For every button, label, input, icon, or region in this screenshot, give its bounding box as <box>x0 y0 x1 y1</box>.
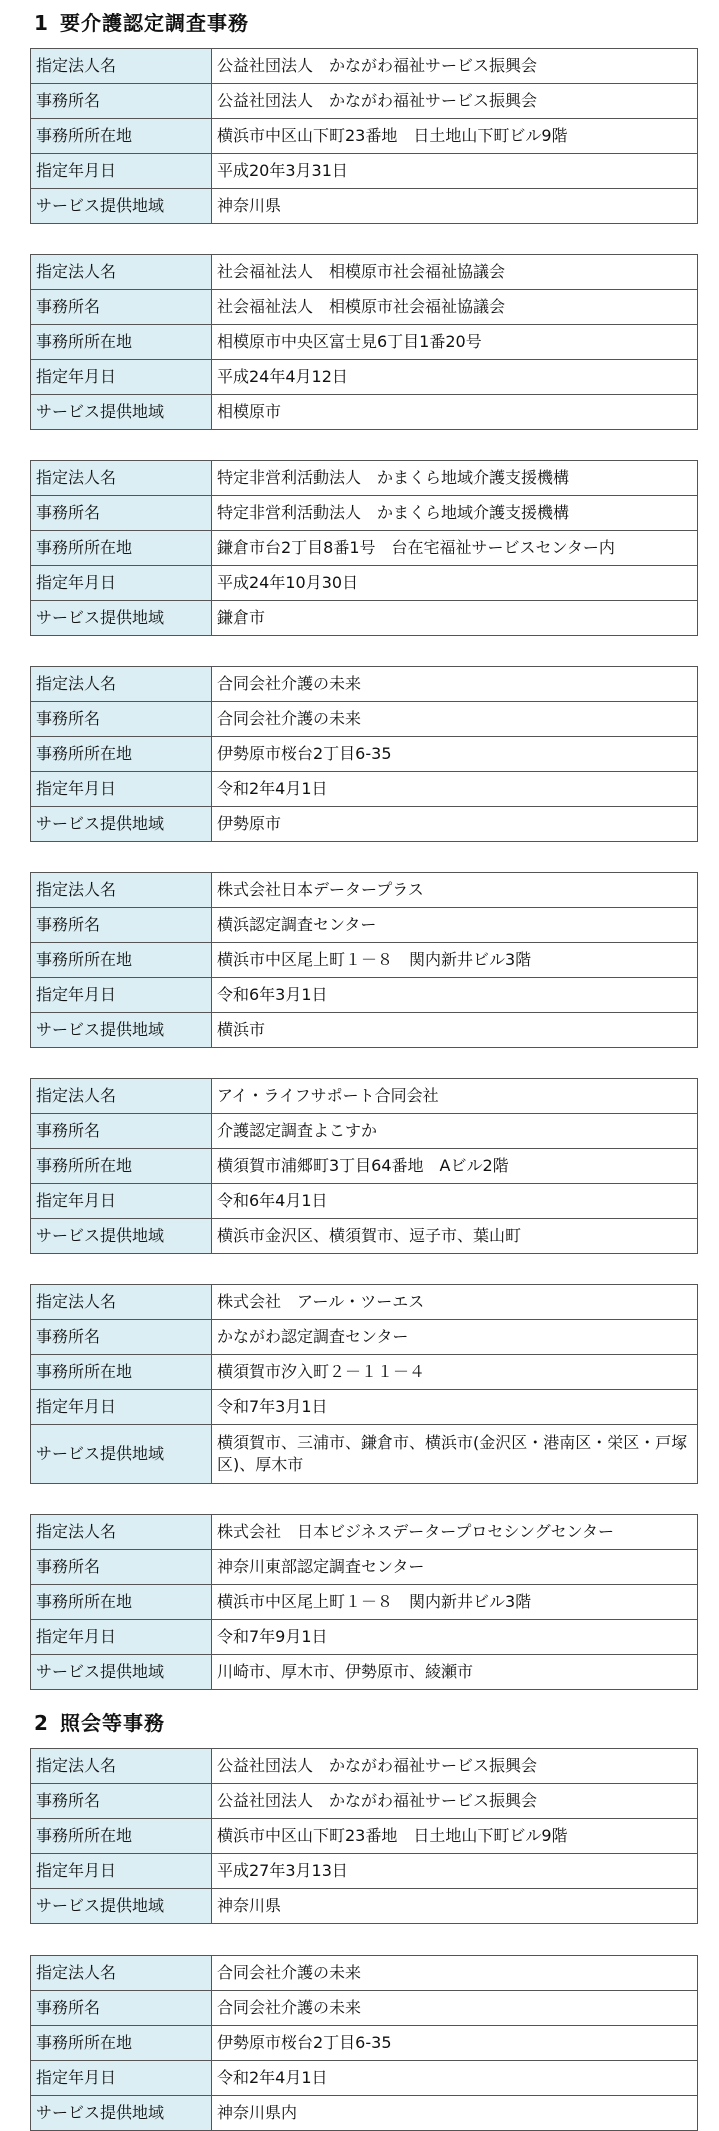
field-label: 指定法人名 <box>31 49 212 84</box>
field-label: 指定法人名 <box>31 1079 212 1114</box>
field-label: 指定法人名 <box>31 1956 212 1991</box>
field-label: 事務所所在地 <box>31 1355 212 1390</box>
record-row-designation-date <box>31 1854 698 1889</box>
field-label: 事務所所在地 <box>31 325 212 360</box>
field-value: 合同会社介護の未来 <box>212 1956 698 1991</box>
field-label: 事務所所在地 <box>31 119 212 154</box>
field-value: 伊勢原市桜台2丁目6-35 <box>212 2026 698 2061</box>
record-row-designation-date <box>31 1184 698 1219</box>
record-row-corp-name <box>31 255 698 290</box>
record-row-office-address <box>31 1355 698 1390</box>
section-number: 2 <box>34 1711 49 1735</box>
field-value: 株式会社 アール・ツーエス <box>212 1285 698 1320</box>
field-label: 事務所名 <box>31 908 212 943</box>
designation-record-table <box>30 1748 698 1924</box>
field-label: 指定法人名 <box>31 1285 212 1320</box>
record-row-office-name <box>31 908 698 943</box>
field-value: 平成20年3月31日 <box>212 154 698 189</box>
record-row-office-name <box>31 496 698 531</box>
field-value: 合同会社介護の未来 <box>212 667 698 702</box>
field-value: 平成24年4月12日 <box>212 360 698 395</box>
field-value: 川崎市、厚木市、伊勢原市、綾瀬市 <box>212 1655 698 1690</box>
field-label: 指定年月日 <box>31 566 212 601</box>
record-row-office-name <box>31 290 698 325</box>
field-value: 神奈川県内 <box>212 2096 698 2131</box>
field-label: 指定年月日 <box>31 978 212 1013</box>
field-label: サービス提供地域 <box>31 2096 212 2131</box>
field-value: 令和7年9月1日 <box>212 1620 698 1655</box>
field-value: 社会福祉法人 相模原市社会福祉協議会 <box>212 290 698 325</box>
field-value: 社会福祉法人 相模原市社会福祉協議会 <box>212 255 698 290</box>
field-label: サービス提供地域 <box>31 807 212 842</box>
field-label: サービス提供地域 <box>31 1013 212 1048</box>
field-label: 指定法人名 <box>31 873 212 908</box>
field-label: 指定法人名 <box>31 255 212 290</box>
record-row-designation-date <box>31 1620 698 1655</box>
field-value: 横浜市金沢区、横須賀市、逗子市、葉山町 <box>212 1219 698 1254</box>
field-value: 横須賀市汐入町２－１１－４ <box>212 1355 698 1390</box>
field-value: アイ・ライフサポート合同会社 <box>212 1079 698 1114</box>
designation-record-table <box>30 1955 698 2131</box>
record-row-service-area <box>31 1219 698 1254</box>
record-row-office-address <box>31 531 698 566</box>
field-label: サービス提供地域 <box>31 395 212 430</box>
record-row-service-area <box>31 189 698 224</box>
record-row-office-name <box>31 1991 698 2026</box>
field-label: 指定年月日 <box>31 1184 212 1219</box>
field-label: 事務所所在地 <box>31 1819 212 1854</box>
record-row-corp-name <box>31 1515 698 1550</box>
record-row-office-address <box>31 943 698 978</box>
designation-record-table <box>30 48 698 224</box>
field-value: 公益社団法人 かながわ福祉サービス振興会 <box>212 84 698 119</box>
record-row-service-area <box>31 1889 698 1924</box>
field-value: 平成27年3月13日 <box>212 1854 698 1889</box>
field-label: サービス提供地域 <box>31 601 212 636</box>
record-row-corp-name <box>31 1956 698 1991</box>
field-value: 横浜市 <box>212 1013 698 1048</box>
designation-record-table <box>30 666 698 842</box>
record-row-office-address <box>31 1819 698 1854</box>
section-heading <box>34 1708 165 1738</box>
field-value: 特定非営利活動法人 かまくら地域介護支援機構 <box>212 496 698 531</box>
record-row-service-area <box>31 1425 698 1484</box>
field-value: 株式会社 日本ビジネスデータープロセシングセンター <box>212 1515 698 1550</box>
record-row-designation-date <box>31 360 698 395</box>
record-row-office-name <box>31 1320 698 1355</box>
record-row-service-area <box>31 601 698 636</box>
designation-record-table <box>30 872 698 1048</box>
field-label: 指定年月日 <box>31 1390 212 1425</box>
record-row-office-name <box>31 84 698 119</box>
record-row-office-address <box>31 1149 698 1184</box>
field-value: 令和2年4月1日 <box>212 2061 698 2096</box>
record-row-designation-date <box>31 1390 698 1425</box>
field-label: 指定年月日 <box>31 2061 212 2096</box>
field-value: 特定非営利活動法人 かまくら地域介護支援機構 <box>212 461 698 496</box>
field-value: 令和7年3月1日 <box>212 1390 698 1425</box>
field-label: 事務所名 <box>31 1784 212 1819</box>
field-label: 事務所名 <box>31 496 212 531</box>
designation-record-table <box>30 1514 698 1690</box>
field-label: 事務所所在地 <box>31 943 212 978</box>
field-value: 鎌倉市 <box>212 601 698 636</box>
record-row-corp-name <box>31 667 698 702</box>
field-value: 介護認定調査よこすか <box>212 1114 698 1149</box>
field-value: 横須賀市浦郷町3丁目64番地 Aビル2階 <box>212 1149 698 1184</box>
record-row-designation-date <box>31 978 698 1013</box>
field-value: 平成24年10月30日 <box>212 566 698 601</box>
field-value: 横浜市中区山下町23番地 日土地山下町ビル9階 <box>212 1819 698 1854</box>
record-row-corp-name <box>31 873 698 908</box>
field-label: 指定年月日 <box>31 1620 212 1655</box>
field-value: 鎌倉市台2丁目8番1号 台在宅福祉サービスセンター内 <box>212 531 698 566</box>
field-value: 令和6年4月1日 <box>212 1184 698 1219</box>
field-label: サービス提供地域 <box>31 189 212 224</box>
record-row-office-name <box>31 702 698 737</box>
field-label: 指定法人名 <box>31 461 212 496</box>
record-row-corp-name <box>31 1749 698 1784</box>
record-row-designation-date <box>31 772 698 807</box>
field-label: 指定年月日 <box>31 772 212 807</box>
record-row-corp-name <box>31 461 698 496</box>
field-label: 事務所名 <box>31 1114 212 1149</box>
record-row-service-area <box>31 2096 698 2131</box>
field-label: 指定年月日 <box>31 360 212 395</box>
field-label: サービス提供地域 <box>31 1425 212 1484</box>
field-value: 神奈川東部認定調査センター <box>212 1550 698 1585</box>
field-label: 指定法人名 <box>31 1515 212 1550</box>
field-label: 事務所名 <box>31 290 212 325</box>
field-value: 合同会社介護の未来 <box>212 1991 698 2026</box>
field-label: 事務所所在地 <box>31 2026 212 2061</box>
field-value: 横浜認定調査センター <box>212 908 698 943</box>
record-row-designation-date <box>31 154 698 189</box>
record-row-service-area <box>31 395 698 430</box>
field-value: 横浜市中区尾上町１－８ 関内新井ビル3階 <box>212 943 698 978</box>
field-value: 公益社団法人 かながわ福祉サービス振興会 <box>212 1784 698 1819</box>
field-label: 事務所所在地 <box>31 1585 212 1620</box>
field-label: 事務所名 <box>31 84 212 119</box>
designation-record-table <box>30 254 698 430</box>
field-value: 令和6年3月1日 <box>212 978 698 1013</box>
record-row-office-address <box>31 1585 698 1620</box>
field-value: 公益社団法人 かながわ福祉サービス振興会 <box>212 49 698 84</box>
field-value: 横須賀市、三浦市、鎌倉市、横浜市(金沢区・港南区・栄区・戸塚区)、厚木市 <box>212 1425 698 1484</box>
record-row-office-name <box>31 1114 698 1149</box>
section-title: 照会等事務 <box>60 1711 165 1735</box>
field-value: 横浜市中区尾上町１－８ 関内新井ビル3階 <box>212 1585 698 1620</box>
record-row-office-address <box>31 2026 698 2061</box>
field-value: 令和2年4月1日 <box>212 772 698 807</box>
field-value: 伊勢原市桜台2丁目6-35 <box>212 737 698 772</box>
field-label: 指定法人名 <box>31 1749 212 1784</box>
record-row-office-address <box>31 119 698 154</box>
field-value: 相模原市 <box>212 395 698 430</box>
designation-record-table <box>30 460 698 636</box>
field-value: 公益社団法人 かながわ福祉サービス振興会 <box>212 1749 698 1784</box>
field-label: 事務所名 <box>31 1991 212 2026</box>
field-value: 神奈川県 <box>212 1889 698 1924</box>
record-row-office-address <box>31 325 698 360</box>
field-label: 事務所名 <box>31 1320 212 1355</box>
field-label: 指定法人名 <box>31 667 212 702</box>
designation-record-table <box>30 1078 698 1254</box>
section-title: 要介護認定調査事務 <box>60 11 249 35</box>
field-label: 事務所名 <box>31 1550 212 1585</box>
section-heading <box>34 8 249 38</box>
record-row-corp-name <box>31 49 698 84</box>
field-label: 事務所名 <box>31 702 212 737</box>
field-label: サービス提供地域 <box>31 1219 212 1254</box>
record-row-service-area <box>31 807 698 842</box>
field-value: かながわ認定調査センター <box>212 1320 698 1355</box>
designation-record-table <box>30 1284 698 1484</box>
field-label: 事務所所在地 <box>31 531 212 566</box>
field-value: 伊勢原市 <box>212 807 698 842</box>
field-label: 事務所所在地 <box>31 737 212 772</box>
record-row-designation-date <box>31 2061 698 2096</box>
record-row-office-name <box>31 1550 698 1585</box>
field-value: 横浜市中区山下町23番地 日土地山下町ビル9階 <box>212 119 698 154</box>
field-value: 株式会社日本データープラス <box>212 873 698 908</box>
field-label: サービス提供地域 <box>31 1655 212 1690</box>
field-value: 神奈川県 <box>212 189 698 224</box>
section-number: 1 <box>34 11 49 35</box>
field-value: 合同会社介護の未来 <box>212 702 698 737</box>
record-row-corp-name <box>31 1285 698 1320</box>
record-row-designation-date <box>31 566 698 601</box>
field-value: 相模原市中央区富士見6丁目1番20号 <box>212 325 698 360</box>
record-row-service-area <box>31 1013 698 1048</box>
field-label: 事務所所在地 <box>31 1149 212 1184</box>
record-row-office-address <box>31 737 698 772</box>
record-row-office-name <box>31 1784 698 1819</box>
field-label: 指定年月日 <box>31 154 212 189</box>
record-row-corp-name <box>31 1079 698 1114</box>
field-label: サービス提供地域 <box>31 1889 212 1924</box>
record-row-service-area <box>31 1655 698 1690</box>
field-label: 指定年月日 <box>31 1854 212 1889</box>
